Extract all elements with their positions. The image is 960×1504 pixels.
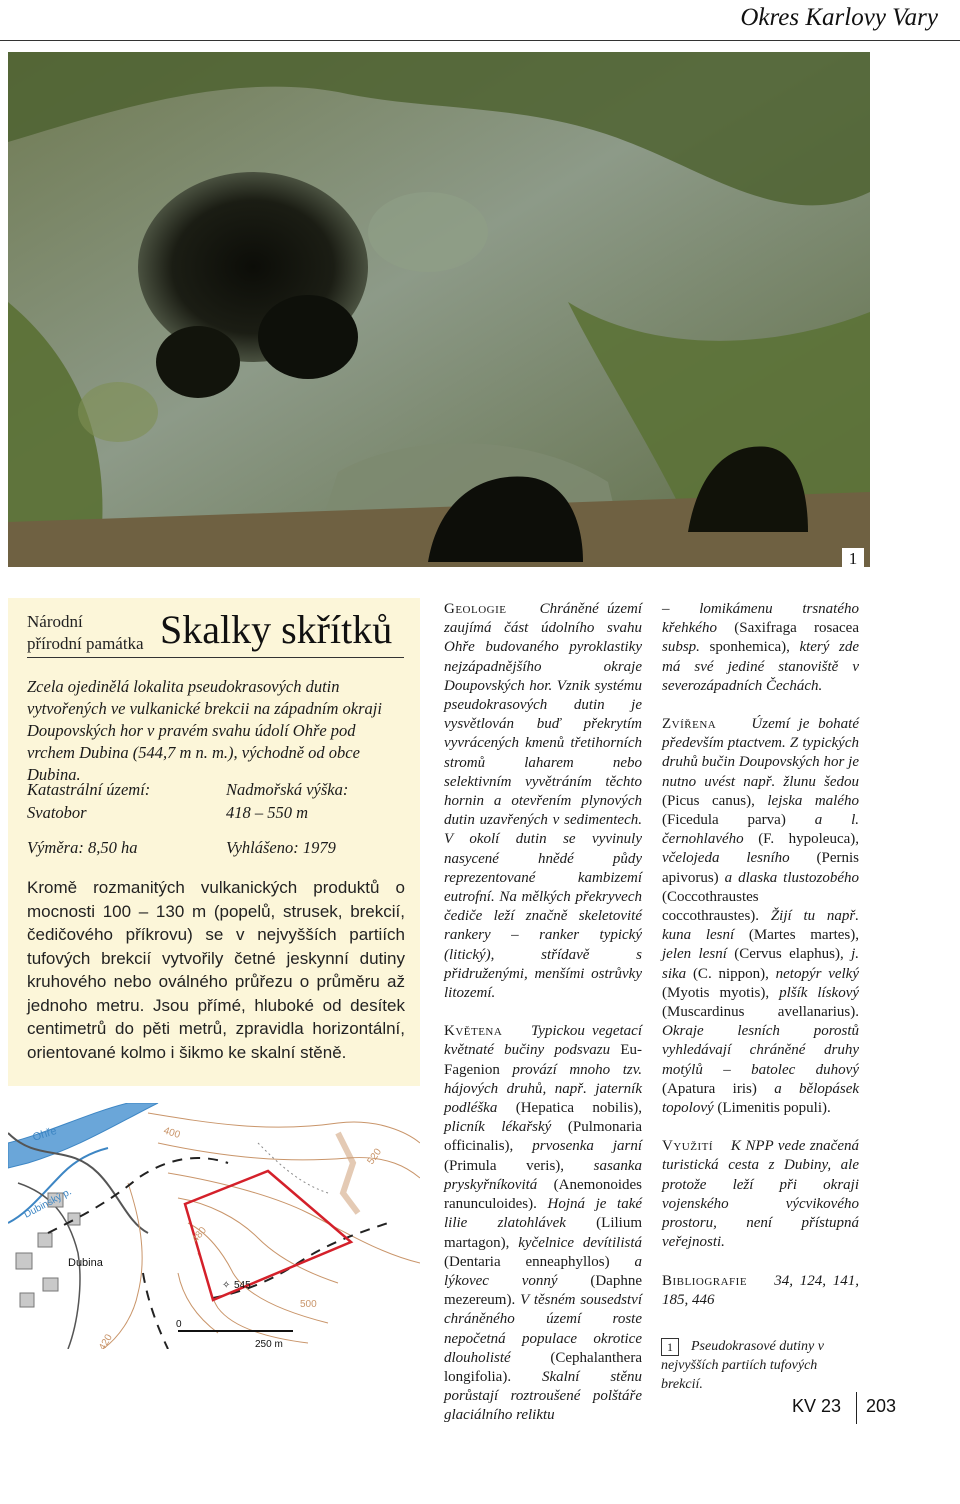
fauna-text-4: Žijí tu např. [770,908,859,925]
animal-lat: (Ficedula parva) [662,812,786,829]
species-cz: kyčelnice devítilistá [518,1234,642,1251]
map-summit-elevation: 545 [234,1280,251,1291]
species-cz: lilie zlatohlávek [444,1215,566,1232]
map-label-river: Ohře [31,1124,59,1144]
photo-number-badge: 1 [842,548,864,570]
geology-heading: Geologie [444,601,507,617]
bibliography-section [662,1272,859,1310]
declared-block [226,836,336,859]
animal-cz: plšík lískový [779,984,860,1001]
fauna-text-3: a [724,869,733,886]
animal-lat: (C. nippon), [692,965,769,982]
map-contour-480: 480 [189,1225,210,1245]
fauna-text-2: a [814,812,823,829]
flora-continued [662,600,859,696]
species-cz: okrotice dlouholisté [444,1330,642,1366]
species-cz: prvosenka jarní [532,1138,642,1155]
map-contour-400: 400 [162,1125,182,1142]
use-text: K NPP vede značená turistická cesta z Dubiny, ale protože leží při okraji vojenského výcvikového prostoru, není přístupná veřejnosti. [662,1138,859,1251]
declared-label: Vyhlášeno: [226,838,299,857]
column-geology-flora [444,600,642,1426]
flora-text-5: Skalní stěnu porůstají roztroušené polštáře glaciálního reliktu [444,1368,643,1424]
cadastre-value: Svatobor [27,803,87,822]
species-subsp: subsp. [662,639,700,656]
flora-intro: Typickou vegetací květnaté bučiny podsvazu [444,1023,643,1059]
geology-text: Chráněné území zaujímá část údolního svahu Ohře budovaného pyroklastiky nejzápadnějšího okraje Doupovských hor. Vznik systému pseudokrasových dutin je vysvětlován buď překrytím vyvrácených kmenů třetihorních stromů laharem nebo selektivním vyvětráním těchto hornin a otevřením plynových dutin uzavřených v sedimentech. V okolí dutin se vyvinuly nasycené hnědé půdy reprezentované kambizemí eutrofní. Na mělkých překryvech čediče leží značně skeletovité rankery – ranker typický (litický), střídavě s přidruženými, menšími ostrůvky litozemí. [444,601,642,1002]
area-value: 8,50 ha [87,838,138,857]
species-cz: sasanka pryskyřníkovitá [444,1157,642,1193]
footnote-number: 1 [661,1338,679,1356]
photo-footnote [661,1337,861,1394]
animal-lat: (Coccothraustes coccothraustes). [662,888,760,925]
animal-lat: (Cervus elaphus), [734,946,844,963]
fauna-text-1: Území je bohaté především ptactvem. Z typických druhů bučin Doupovských hor je nutno uvést např. [662,716,859,790]
map-drawing [8,1103,420,1349]
footer-divider [856,1392,857,1424]
animal-lat: (F. hypoleuca), [758,831,859,848]
area-block [27,836,137,859]
species-lat: (Anemonoides ranunculoides). [444,1176,642,1213]
map-label-stream: Dubinský p. [22,1186,74,1221]
animal-lat: (Limenitis populi). [717,1100,831,1117]
cave-photo [8,52,870,567]
category-line-1: Národní [27,612,83,631]
geology-section [444,600,642,1003]
animal-lat: (Muscardinus avellanarius). [662,1004,859,1021]
category-label [27,611,144,655]
animal-cz: l. černohlavého [662,812,859,848]
animal-cz: lejska malého [767,792,859,809]
species-cz: jaterník podléška [444,1080,642,1117]
title-rule [27,657,404,658]
species-cz: plicník lékařský [444,1119,552,1136]
flora-text-3: a [634,1253,642,1270]
map-scale-zero: 0 [176,1319,182,1330]
map-contour-420: 420 [97,1332,115,1349]
cadastre-label: Katastrální území: [27,780,151,799]
altitude-label: Nadmořská výška: [226,780,349,799]
species-lat: (Daphne mezereum). [444,1272,642,1309]
animal-lat: (Pernis apivorus) [662,850,860,886]
use-heading: Využití [662,1138,713,1155]
map-contour-520: 520 [365,1146,385,1167]
flora-heading: Květena [444,1023,503,1040]
map-summit-marker: ✧ [222,1280,231,1291]
animal-cz: žlunu šedou [783,773,860,790]
species-lat: (Cephalanthera longifolia). [444,1349,642,1385]
species-lat: (Lilium martagon), [444,1215,642,1251]
animal-lat: (Martes martes), [748,927,859,944]
species-lat: (Hepatica nobilis), [515,1100,642,1117]
species-lat: (Primula veris), [444,1157,565,1174]
cadastre-block [27,778,150,824]
fauna-text-6: a bělopásek topolový [662,1080,860,1117]
section-code: KV 23 [792,1396,842,1416]
area-label: Výměra: [27,838,84,857]
animal-cz: jelen lesní [662,946,727,963]
lead-paragraph: Zcela ojedinělá lokalita pseudokrasových dutin vytvořených ve vulkanické brekcii na západním okraji Doupovských hor v pravém svahu údolí Ohře pod vrchem Dubina (544,7 m n. m.), východně od obce Dubina. [27,677,382,784]
species-lat: (Saxifraga rosacea [734,620,859,637]
map-label-village: Dubina [68,1257,103,1269]
fauna-text-5: Okraje lesních porostů vyhledávají chráněné druhy motýlů – batolec duhový [662,1023,859,1078]
species-lat: (Dentaria enneaphyllos) [444,1253,610,1270]
page-number: 203 [866,1396,897,1416]
page-title: Skalky skřítků [160,607,393,652]
flora-text-6: který zde má své jediné stanoviště v severozápadních Čechách. [662,639,859,694]
animal-lat: (Apatura iris) [662,1080,757,1097]
animal-cz: kuna lesní [662,927,735,944]
declared-value: 1979 [302,838,336,857]
flora-section [444,1022,642,1425]
bibliography-refs: 34, 124, 141, 185, 446 [662,1272,859,1308]
header-rule [0,40,960,41]
flora-text-2: Hojná je také [547,1196,643,1213]
category-line-2: přírodní památka [27,634,144,653]
fauna-heading: Zvířena [662,716,717,733]
flora-alliance: Eu-Fagenion [444,1042,643,1078]
fauna-section [662,715,859,1118]
animal-lat: (Myotis myotis), [662,984,770,1001]
species-cz: lýkovec vonný [444,1272,558,1289]
location-map [8,1103,420,1349]
running-head-region: Okres Karlovy Vary [740,4,938,31]
animal-cz: dlaska tlustozobého [738,869,860,886]
altitude-value: 418 – 550 m [226,803,309,822]
animal-cz: netopýr velký [775,965,860,982]
cave-photo-drawing [8,52,870,567]
use-section [662,1137,859,1252]
animal-lat: (Picus canus), [662,792,755,809]
flora-text-4: V těsném sousedství chráněného území roste nepočetná populace [444,1292,642,1347]
footnote-text: Pseudokrasové dutiny v nejvyšších partiích tufových brekcií. [661,1339,824,1392]
species-cz: – lomikámenu trsnatého křehkého [662,601,859,637]
body-paragraph: Kromě rozmanitých vulkanických produktů o mocnosti 100 – 130 m (popelů, strusek, brekcií, čedičového příkrovu) se v nejvyšších partiích tufových brekcií vytvořily četné jeskynní dutiny kruhového nebo oválného průřezu o průměru až jednoho metru. Jsou přímé, hluboké od desítek centimetrů do pěti metrů, zpravidla horizontální, orientované kolmo i šikmo ke skalní stěně. [27,878,405,1062]
flora-text-1: provází mnoho tzv. hájových druhů, např. [444,1061,642,1097]
bibliography-heading: Bibliografie [662,1272,748,1289]
map-scale-end: 250 m [255,1339,283,1349]
map-contour-500: 500 [300,1299,317,1310]
animal-cz: j. sika [662,946,860,982]
altitude-block [226,778,348,824]
column-fauna-use [662,600,859,1310]
species-lat: sponhemica), [709,639,790,656]
animal-cz: včelojeda lesního [662,850,790,867]
species-lat: (Pulmonaria officinalis), [444,1119,643,1155]
